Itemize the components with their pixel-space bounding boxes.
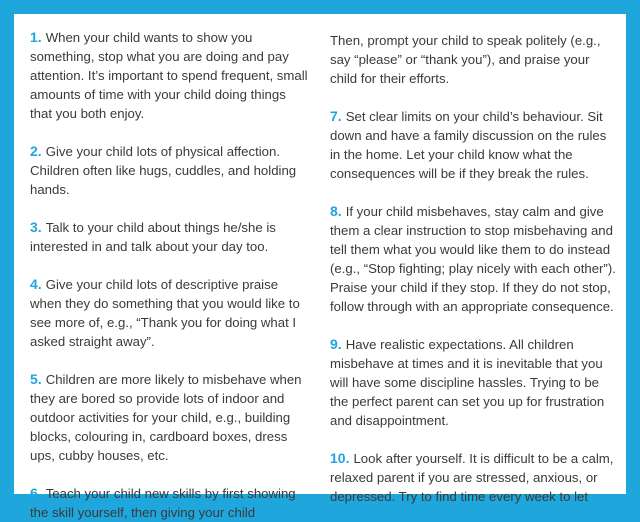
tip-number: 9.: [330, 336, 342, 352]
tip-number: 6.: [30, 485, 42, 501]
tip-number: 10.: [330, 450, 350, 466]
left-column: [14, 14, 316, 520]
tip-text: Teach your child new skills by first showing the skill yourself, then giving your child: [30, 486, 296, 520]
tip-1: [30, 28, 310, 123]
tip-8: [330, 202, 620, 316]
tip-text: Set clear limits on your child’s behaviour. Sit down and have a family discussion on the rules in the home. Let your child know what the consequences will be if they break the rules.: [330, 109, 607, 181]
tip-4: [30, 275, 310, 351]
tip-5: [30, 370, 310, 465]
tip-10: [330, 449, 620, 506]
tip-number: 1.: [30, 29, 42, 45]
tips-page: [14, 14, 626, 520]
tip-3: [30, 218, 310, 256]
tip-number: 2.: [30, 143, 42, 159]
tip-6: [30, 484, 310, 522]
tip-number: 8.: [330, 203, 342, 219]
tip-text: Talk to your child about things he/she is interested in and talk about your day too.: [30, 220, 276, 254]
tip-number: 4.: [30, 276, 42, 292]
tip-number: 5.: [30, 371, 42, 387]
tip-6-continuation: Then, prompt your child to speak politely (e.g., say “please” or “thank you”), and praise your child for their efforts.: [330, 33, 601, 86]
tip-text: Children are more likely to misbehave when they are bored so provide lots of indoor and outdoor activities for your child, e.g., building blocks, colouring in, cardboard boxes, dress ups, cubby houses, etc.: [30, 372, 302, 463]
tip-text: If your child misbehaves, stay calm and give them a clear instruction to stop misbehaving and tell them what you would like them to do instead (e.g., “Stop fighting; play nicely with each other”). Praise your child if they stop. If they do not stop, follow through with an appropriate consequence.: [330, 204, 616, 314]
tip-7: [330, 107, 620, 183]
tip-9: [330, 335, 620, 430]
tip-2: [30, 142, 310, 199]
tip-text: Give your child lots of physical affection. Children often like hugs, cuddles, and holding hands.: [30, 144, 297, 197]
tip-text: Give your child lots of descriptive praise when they do something that you would like to see more of, e.g., “Thank you for doing what I asked straight away”.: [30, 277, 300, 349]
tip-text: Look after yourself. It is difficult to be a calm, relaxed parent if you are stressed, anxious, or depressed. Try to find time every week to let: [330, 451, 614, 504]
right-column: [316, 14, 626, 504]
tip-number: 7.: [330, 108, 342, 124]
tip-number: 3.: [30, 219, 42, 235]
tip-text: Have realistic expectations. All children misbehave at times and it is inevitable that you will have some discipline hassles. Trying to be the perfect parent can set you up for frustration and disappointment.: [330, 337, 605, 428]
tip-text: When your child wants to show you something, stop what you are doing and pay attention. It’s important to spend frequent, small amounts of time with your child doing things that you both enjoy.: [30, 30, 308, 121]
